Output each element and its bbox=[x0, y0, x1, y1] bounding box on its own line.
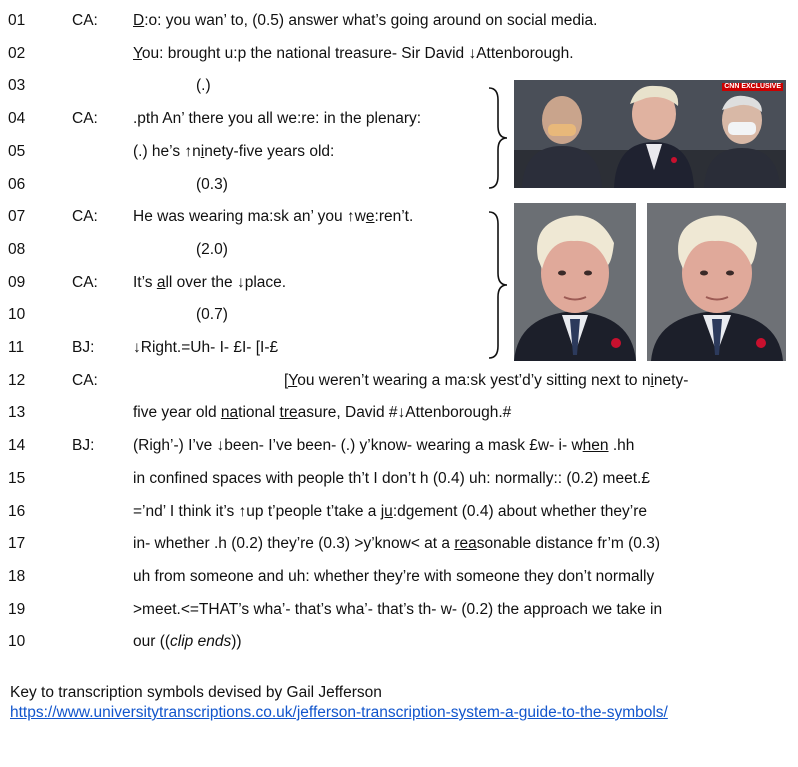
speaker-label: BJ: bbox=[72, 437, 95, 455]
line-number: 16 bbox=[8, 502, 26, 520]
text-segment: nety-five years old: bbox=[204, 142, 335, 160]
speaker-label: CA: bbox=[72, 110, 98, 128]
line-number: 13 bbox=[8, 404, 26, 422]
utterance-text bbox=[133, 598, 662, 622]
text-segment: .pth An’ there you all we:re: in the plenary: bbox=[133, 110, 422, 128]
utterance-text bbox=[133, 271, 286, 295]
text-segment: ju bbox=[380, 502, 393, 520]
utterance-text bbox=[196, 173, 228, 197]
line-number: 19 bbox=[8, 600, 26, 618]
line-number: 06 bbox=[8, 175, 26, 193]
line-number: 05 bbox=[8, 142, 26, 160]
line-number: 04 bbox=[8, 110, 26, 128]
text-segment: a bbox=[156, 273, 166, 291]
utterance-text bbox=[133, 9, 597, 33]
text-segment: >meet.<=THAT’s wha’- that’s wha’- that’s th- w- (0.2) the approach we take in bbox=[133, 600, 663, 618]
utterance-text bbox=[133, 565, 654, 589]
text-segment: hen bbox=[582, 437, 609, 455]
text-segment: :dgement (0.4) about whether they’re bbox=[392, 502, 647, 520]
jefferson-guide-link[interactable]: https://www.universitytranscriptions.co.uk/jefferson-transcription-system-a-guide-to-the-symbols/ bbox=[10, 704, 668, 721]
text-segment: :ren’t. bbox=[374, 208, 414, 226]
line-number: 01 bbox=[8, 12, 26, 29]
text-segment: :o: you wan’ to, (0.5) answer what’s going around on social media. bbox=[144, 12, 598, 29]
text-segment: sonable distance fr’m (0.3) bbox=[476, 535, 660, 553]
text-segment: rea bbox=[454, 535, 477, 553]
text-segment: e bbox=[365, 208, 375, 226]
text-segment: in confined spaces with people th’t I don’t h (0.4) uh: normally:: (0.2) meet.£ bbox=[133, 469, 650, 487]
line-number: 15 bbox=[8, 469, 26, 487]
text-segment: in- whether .h (0.2) they’re (0.3) >y’know< at a bbox=[133, 535, 455, 553]
text-segment: uh from someone and uh: whether they’re with someone they don’t normally bbox=[133, 567, 655, 585]
utterance-text bbox=[196, 74, 211, 98]
text-segment: =’nd’ I think it’s ↑up t’people t’take a bbox=[133, 502, 381, 520]
text-segment: nety- bbox=[653, 371, 689, 389]
utterance-text bbox=[133, 336, 278, 360]
line-number: 07 bbox=[8, 208, 26, 226]
speaker-label: BJ: bbox=[72, 339, 95, 356]
line-number: 17 bbox=[8, 535, 26, 553]
text-segment: our (( bbox=[133, 633, 171, 651]
speaker-label: CA: bbox=[72, 208, 98, 226]
brace-1 bbox=[486, 86, 510, 190]
line-number: 12 bbox=[8, 371, 26, 389]
text-segment: It’s bbox=[133, 273, 157, 291]
utterance-text bbox=[133, 434, 634, 458]
text-segment: tional bbox=[238, 404, 280, 422]
portrait-photo-2 bbox=[647, 203, 786, 361]
utterance-text bbox=[196, 238, 228, 262]
text-segment: He was wearing ma:sk an’ you ↑w bbox=[133, 208, 366, 226]
utterance-text bbox=[133, 42, 574, 66]
utterance-text bbox=[133, 107, 421, 131]
utterance-text bbox=[133, 467, 650, 491]
key-caption: Key to transcription symbols devised by Gail Jefferson bbox=[10, 684, 382, 701]
line-number: 03 bbox=[8, 77, 26, 95]
text-segment: D bbox=[133, 12, 145, 29]
text-segment: five year old bbox=[133, 404, 221, 422]
text-segment: ll over the ↓place. bbox=[165, 273, 287, 291]
utterance-text bbox=[196, 303, 228, 327]
line-number: 11 bbox=[8, 339, 25, 356]
utterance-text bbox=[133, 140, 334, 164]
text-segment: ou: brought u:p the national treasure- Sir David ↓Attenborough. bbox=[141, 44, 574, 62]
text-segment: tre bbox=[279, 404, 298, 422]
line-number: 14 bbox=[8, 437, 26, 455]
line-number: 10 bbox=[8, 633, 26, 651]
text-segment: ↓Right.=Uh- I- £I- [I-£ bbox=[133, 339, 279, 356]
text-segment: i bbox=[200, 142, 205, 160]
line-number: 08 bbox=[8, 240, 26, 258]
text-segment: asure, David #↓Attenborough.# bbox=[297, 404, 512, 422]
utterance-text bbox=[284, 369, 688, 393]
cnn-badge: CNN EXCLUSIVE bbox=[724, 83, 781, 90]
text-segment: (.) he’s ↑n bbox=[133, 142, 201, 160]
text-segment: Y bbox=[133, 44, 142, 62]
line-number: 09 bbox=[8, 273, 26, 291]
brace-2 bbox=[486, 210, 510, 360]
text-segment: (2.0) bbox=[196, 240, 228, 258]
plenary-photo bbox=[514, 80, 786, 188]
line-number: 02 bbox=[8, 44, 26, 62]
text-segment: ou weren’t wearing a ma:sk yest’d’y sitting next to n bbox=[297, 371, 651, 389]
text-segment: (.) bbox=[196, 77, 211, 95]
line-number: 18 bbox=[8, 567, 26, 585]
text-segment: .hh bbox=[608, 437, 635, 455]
portrait-photo-1 bbox=[514, 203, 636, 361]
speaker-label: CA: bbox=[72, 12, 98, 29]
utterance-text bbox=[133, 532, 660, 556]
text-segment: (Righ’-) I’ve ↓been- I’ve been- (.) y’know- wearing a mask £w- i- w bbox=[133, 437, 583, 455]
utterance-text bbox=[133, 401, 511, 425]
text-segment: i bbox=[650, 371, 654, 389]
utterance-text bbox=[133, 205, 413, 229]
utterance-text bbox=[133, 630, 242, 654]
text-segment: (0.3) bbox=[196, 175, 228, 193]
text-segment: )) bbox=[231, 633, 242, 651]
speaker-label: CA: bbox=[72, 273, 98, 291]
text-segment: [Y bbox=[284, 371, 298, 389]
text-segment: na bbox=[220, 404, 239, 422]
speaker-label: CA: bbox=[72, 371, 98, 389]
text-segment: clip ends bbox=[170, 633, 232, 651]
text-segment: (0.7) bbox=[196, 306, 228, 324]
line-number: 10 bbox=[8, 306, 26, 324]
utterance-text bbox=[133, 500, 647, 524]
